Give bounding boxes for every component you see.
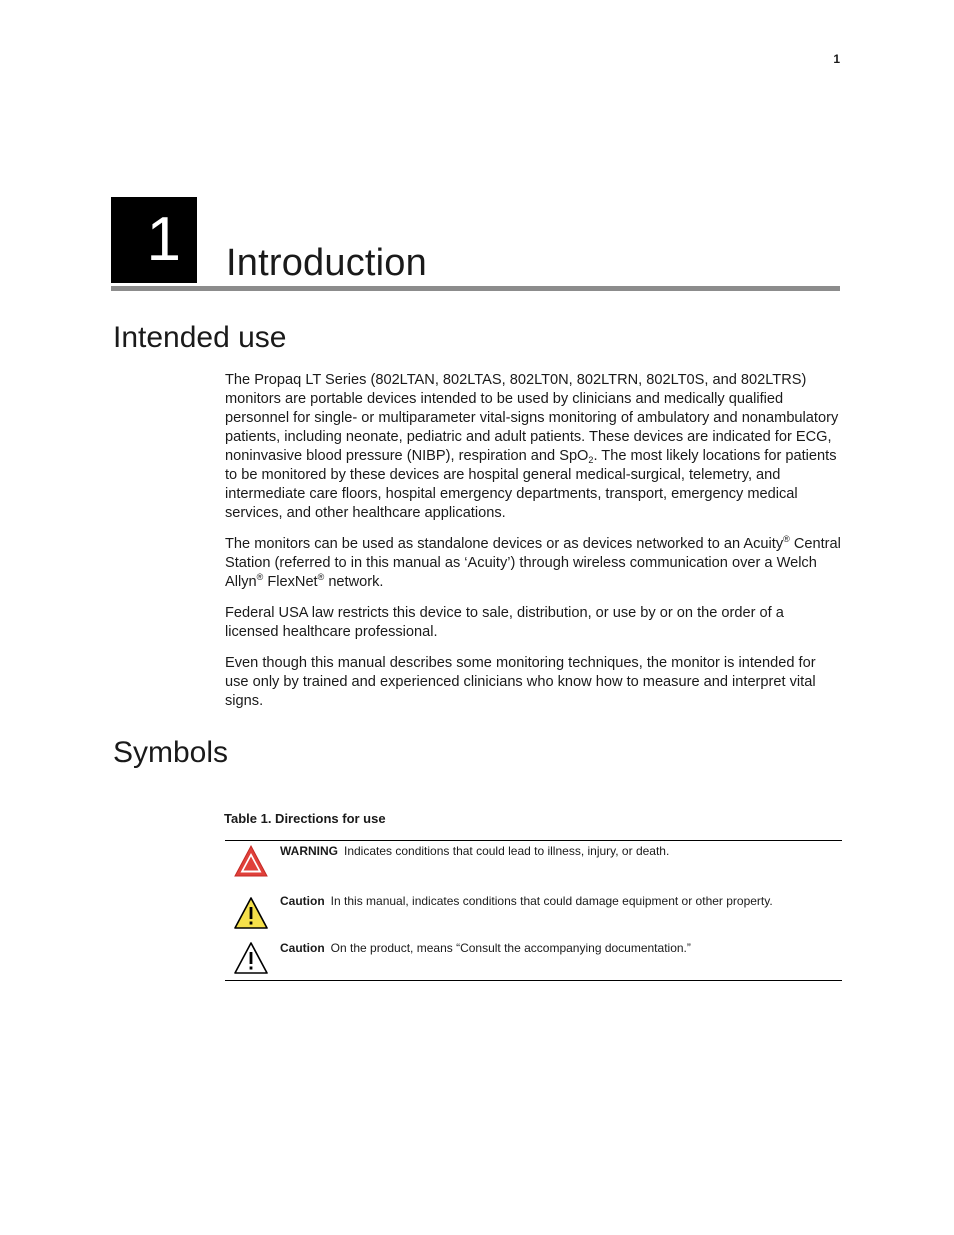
p1-text-b: . The most likely locations for patients to be monitored by these devices are hospital general medical-surgical, telemetry, and intermediate care floors, hospital emergency departments, transport, emergency medical services, and other healthcare applications.	[225, 448, 837, 521]
caution-triangle-yellow-icon	[233, 896, 269, 930]
symbol-text: In this manual, indicates conditions that could damage equipment or other property.	[330, 894, 773, 908]
registered-mark: ®	[256, 572, 264, 582]
p2-text-b: Central Station (referred to in this manual as ‘Acuity’) through wireless communication over a Welch Allyn	[225, 536, 841, 590]
intended-use-paragraph-3: Federal USA law restricts this device to sale, distribution, or use by or on the order of a licensed healthcare professional.	[225, 605, 784, 640]
p2-text-a: The monitors can be used as standalone devices or as devices networked to an Acuity	[225, 536, 784, 552]
chapter-number-box: 1	[111, 197, 197, 283]
p1-subscript: 2	[588, 455, 594, 465]
symbol-keyword: WARNING	[280, 844, 338, 858]
registered-mark: ®	[317, 572, 325, 582]
intended-use-paragraph-2	[225, 535, 841, 592]
p1-text-a: The Propaq LT Series (802LTAN, 802LTAS, 802LT0N, 802LTRN, 802LT0S, and 802LTRS) monitors are portable devices intended to be used by clinicians and medically qualified personnel for single- or multiparameter vital-signs monitoring of ambulatory and nonambulatory patients, including neonate, pediatric and adult patients. These devices are indicated for ECG, noninvasive blood pressure (NIBP), respiration and SpO	[225, 372, 839, 464]
chapter-rule	[111, 286, 840, 291]
symbol-text: On the product, means “Consult the accompanying documentation.”	[330, 941, 691, 955]
section-heading-intended-use: Intended use	[113, 321, 287, 354]
symbol-keyword: Caution	[280, 894, 325, 908]
symbols-table	[225, 840, 842, 981]
symbol-description	[280, 893, 773, 909]
symbol-keyword: Caution	[280, 941, 325, 955]
warning-triangle-red-icon	[233, 844, 269, 878]
table-caption: Table 1. Directions for use	[224, 811, 386, 826]
registered-mark: ®	[783, 534, 790, 544]
intended-use-paragraph-4: Even though this manual describes some monitoring techniques, the monitor is intended for use only by trained and experienced clinicians who know how to measure and interpret vital signs.	[225, 655, 816, 709]
intended-use-body	[225, 371, 841, 723]
caution-triangle-outline-icon	[233, 941, 269, 975]
p2-text-c: FlexNet	[263, 574, 318, 590]
page-number: 1	[833, 52, 840, 66]
p2-text-d: network.	[324, 574, 384, 590]
symbol-description	[280, 843, 669, 859]
section-heading-symbols: Symbols	[113, 736, 229, 769]
intended-use-paragraph-1	[225, 371, 841, 523]
symbol-description	[280, 940, 691, 956]
chapter-title: Introduction	[226, 242, 427, 284]
symbol-text: Indicates conditions that could lead to illness, injury, or death.	[344, 844, 670, 858]
